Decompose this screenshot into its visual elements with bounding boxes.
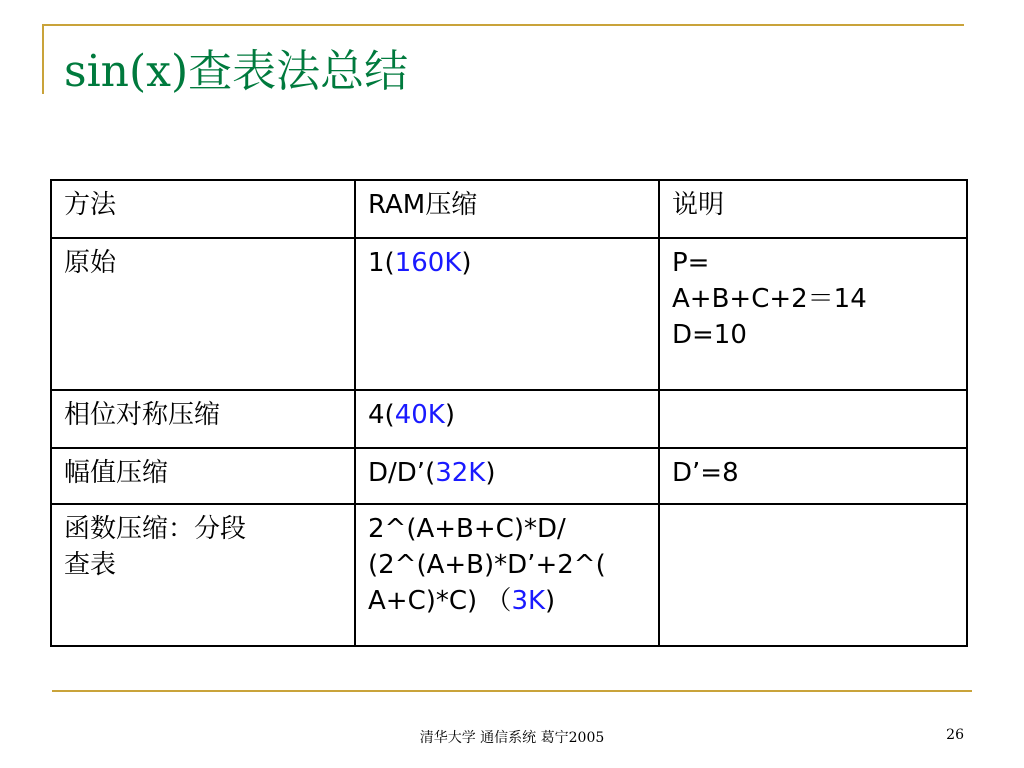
note-line: D=10 [672,320,747,350]
method-line: 函数压缩：分段 [64,514,247,544]
top-decor-line [42,24,964,26]
ram-suffix: ) [461,248,472,278]
notes-cell [659,238,967,390]
footer-text: 清华大学 通信系统 葛宁2005 [419,730,605,746]
table-row [51,504,967,646]
ram-value: D/D’( [368,458,436,488]
ram-value: 4( [368,400,395,430]
table-row [51,448,967,504]
table-row [51,390,967,448]
ram-line [368,583,650,619]
ram-suffix: ) [444,400,455,430]
method-cell: 相位对称压缩 [51,390,355,448]
ram-line: 2^(A+B+C)*D/ [368,514,566,544]
ram-size-highlight: 32K [435,458,486,488]
note-line: P= [672,248,710,278]
ram-line: (2^(A+B)*D’+2^( [368,550,606,580]
summary-table [50,179,968,647]
ram-cell [355,238,659,390]
ram-value: A+C)*C) （ [368,586,512,616]
ram-cell [355,504,659,646]
method-line: 查表 [64,550,117,580]
table-row [51,238,967,390]
left-decor-line [42,24,44,94]
method-cell [51,504,355,646]
notes-cell [659,504,967,646]
header-notes: 说明 [659,180,967,238]
table-header-row [51,180,967,238]
method-cell: 幅值压缩 [51,448,355,504]
ram-cell [355,390,659,448]
notes-cell [659,390,967,448]
ram-size-highlight: 40K [394,400,445,430]
slide-title: sin(x)查表法总结 [64,46,409,97]
header-method: 方法 [51,180,355,238]
page-number: 26 [946,727,964,743]
ram-cell [355,448,659,504]
ram-size-highlight: 3K [511,586,546,616]
header-ram-compression: RAM压缩 [355,180,659,238]
ram-value: 1( [368,248,395,278]
notes-cell: D’=8 [659,448,967,504]
ram-suffix: ) [485,458,496,488]
bottom-decor-line [52,690,972,692]
ram-size-highlight: 160K [394,248,462,278]
method-cell: 原始 [51,238,355,390]
ram-suffix: ) [545,586,556,616]
note-line: A+B+C+2＝14 [672,284,867,314]
